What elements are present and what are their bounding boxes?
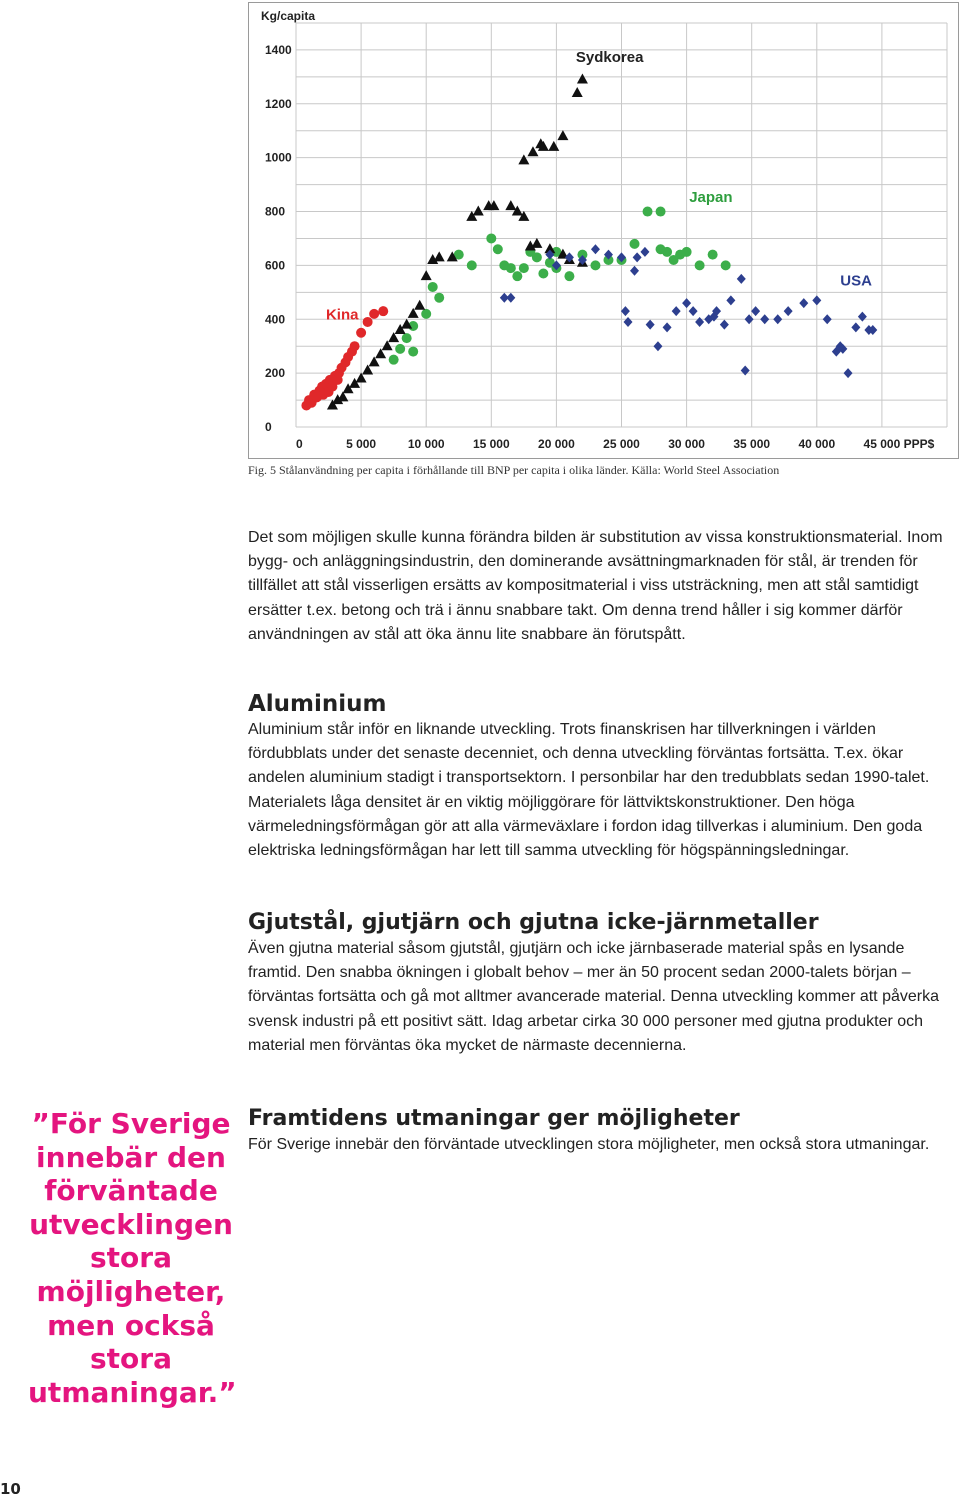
x-tick-label: 0 [296,437,303,451]
body-gjutstal: Även gjutna material såsom gjutstål, gjutjärn och icke järnbaserade material spås en lysande framtid. Den snabba ökningen i globalt behov – mer än 50 procent sedan 2000-talets början – förväntas fortsätta och gå mot alltmer avancerade material. Denna utveckling kommer att påverka svensk industri på ett positivt sätt. Idag arbetar cirka 30 000 personer med gjutna produkter och material men förväntas öka mycket de närmaste decennierna. [248,940,939,1054]
data-point-diamond [726,295,735,305]
data-point-diamond [646,320,655,330]
data-point-diamond [858,312,867,322]
data-point-triangle [434,251,445,261]
data-point-circle [421,309,431,319]
body-aluminium: Aluminium står inför en liknande utveckling. Trots finanskrisen har tillverkningen i världen fördubblats under det senaste decenniet, och denna utveckling förväntas fortsätta. T.ex. ökar andelen aluminium stadigt i transportsektorn. I personbilar har den tredubblats sedan 1990-talet. Materialets låga densitet är en viktig möjliggörare för lättviktskonstruktioner. Den höga värmeledningsförmågan gör att alla värmeväxlare i fordon idag tillverkas i aluminium. Den goda elektriska ledningsförmågan har lett till samma utveckling för högspänningsledningar. [248,721,930,860]
data-point-circle [590,260,600,270]
data-point-diamond [695,317,704,327]
data-point-circle [408,347,418,357]
data-point-diamond [851,322,860,332]
x-tick-label: 20 000 [538,437,575,451]
data-point-circle [486,233,496,243]
data-point-circle [402,333,412,343]
data-point-diamond [672,306,681,316]
data-point-triangle [473,206,484,216]
y-tick-label: 800 [265,204,286,219]
chart-annotation: Kina [325,306,359,324]
data-point-triangle [505,200,516,210]
x-tick-label: 40 000 [798,437,836,451]
data-point-diamond [630,266,639,276]
x-tick-label: 10 000 [407,437,445,451]
data-point-diamond [799,298,808,308]
data-point-circle [378,306,388,316]
heading-framtidens: Framtidens utmaningar ger möjligheter [248,1106,740,1131]
data-point-diamond [812,295,821,305]
data-point-circle [643,207,653,217]
data-point-triangle [531,238,542,248]
chart-annotation: Japan [689,189,733,207]
data-point-circle [369,309,379,319]
y-tick-label: 200 [265,366,286,381]
section-framtidens [248,1105,958,1157]
pull-quote: ”För Sverige innebär den förväntade utvecklingen stora möjligheter, men också stora utmaningar.” [28,1107,237,1409]
data-point-circle [721,260,731,270]
data-point-circle [682,247,692,257]
data-point-circle [532,252,542,262]
data-point-triangle [577,74,588,84]
x-tick-label: 5 000 [346,437,377,451]
data-point-circle [493,244,503,254]
data-point-diamond [640,247,649,257]
data-point-circle [467,260,477,270]
y-tick-label: 600 [265,258,286,273]
section-gjutstal [248,909,958,1058]
data-point-diamond [624,317,633,327]
y-tick-label: 400 [265,312,286,327]
data-point-circle [350,341,360,351]
x-tick-label: 35 000 [733,437,771,451]
x-tick-label: 30 000 [668,437,705,451]
figure-caption: Fig. 5 Stålanvändning per capita i förhållande till BNP per capita i olika länder. Källa: World Steel Association [248,463,780,477]
data-point-diamond [591,244,600,254]
data-point-triangle [414,300,425,310]
data-point-diamond [682,298,691,308]
y-tick-label: 1200 [265,96,292,111]
data-point-circle [695,260,705,270]
data-point-circle [356,328,366,338]
y-tick-label: 1000 [265,150,292,165]
data-point-diamond [760,314,769,324]
data-point-diamond [506,293,515,303]
data-point-diamond [621,306,630,316]
chart-annotation: USA [840,272,872,290]
data-point-circle [395,344,405,354]
data-point-circle [656,207,666,217]
steel-usage-chart [248,2,959,459]
data-point-circle [630,239,640,249]
data-point-circle [512,271,522,281]
data-point-diamond [653,341,662,351]
heading-gjutstal: Gjutstål, gjutjärn och gjutna icke-järnmetaller [248,910,819,935]
data-point-circle [538,268,548,278]
data-point-circle [564,271,574,281]
data-point-circle [506,263,516,273]
intro-paragraph: Det som möjligen skulle kunna förändra bilden är substitution av vissa konstruktionsmaterial. Inom bygg- och anläggningsindustrin, den dominerande avsättningmarknaden för stål, är trenden för tillfället att stål visserligen ersätts av kompositmaterial i viss utsträckning, men att stål samtidigt ersätter t.ex. betong och trä i ännu snabbare takt. Om denna trend håller i sig kommer därför användningen av stål att öka ännu lite snabbare än förutspått. [248,529,943,643]
data-point-diamond [689,306,698,316]
data-point-diamond [741,365,750,375]
data-point-circle [519,263,529,273]
data-point-diamond [737,274,746,284]
y-tick-label: 0 [265,420,272,434]
data-point-triangle [557,130,568,140]
heading-aluminium: Aluminium [248,691,387,717]
x-axis-label: PPP$ [903,437,935,451]
data-point-triangle [421,270,432,280]
scatter-plot [249,3,958,458]
data-point-diamond [773,314,782,324]
body-framtidens: För Sverige innebär den förväntade utvecklingen stora möjligheter, men också stora utmaningar. [248,1136,930,1153]
data-point-diamond [633,252,642,262]
data-point-diamond [720,320,729,330]
data-point-triangle [548,141,559,151]
data-point-diamond [663,322,672,332]
section-aluminium [248,690,958,863]
data-point-circle [389,355,399,365]
intro-block [248,526,958,647]
data-point-circle [708,250,718,260]
data-point-circle [662,247,672,257]
data-point-diamond [784,306,793,316]
data-point-triangle [572,87,583,97]
data-point-diamond [823,314,832,324]
data-point-circle [363,317,373,327]
data-point-circle [428,282,438,292]
data-point-diamond [745,314,754,324]
data-point-circle [434,293,444,303]
page-number: 10 [0,1480,21,1498]
data-point-diamond [751,306,760,316]
x-tick-label: 25 000 [603,437,640,451]
x-tick-label: 45 000 [863,437,901,451]
data-point-diamond [844,368,853,378]
y-tick-label: 1400 [265,42,292,57]
x-tick-label: 15 000 [472,437,510,451]
chart-annotation: Sydkorea [575,49,644,67]
y-axis-label: Kg/capita [261,9,316,23]
